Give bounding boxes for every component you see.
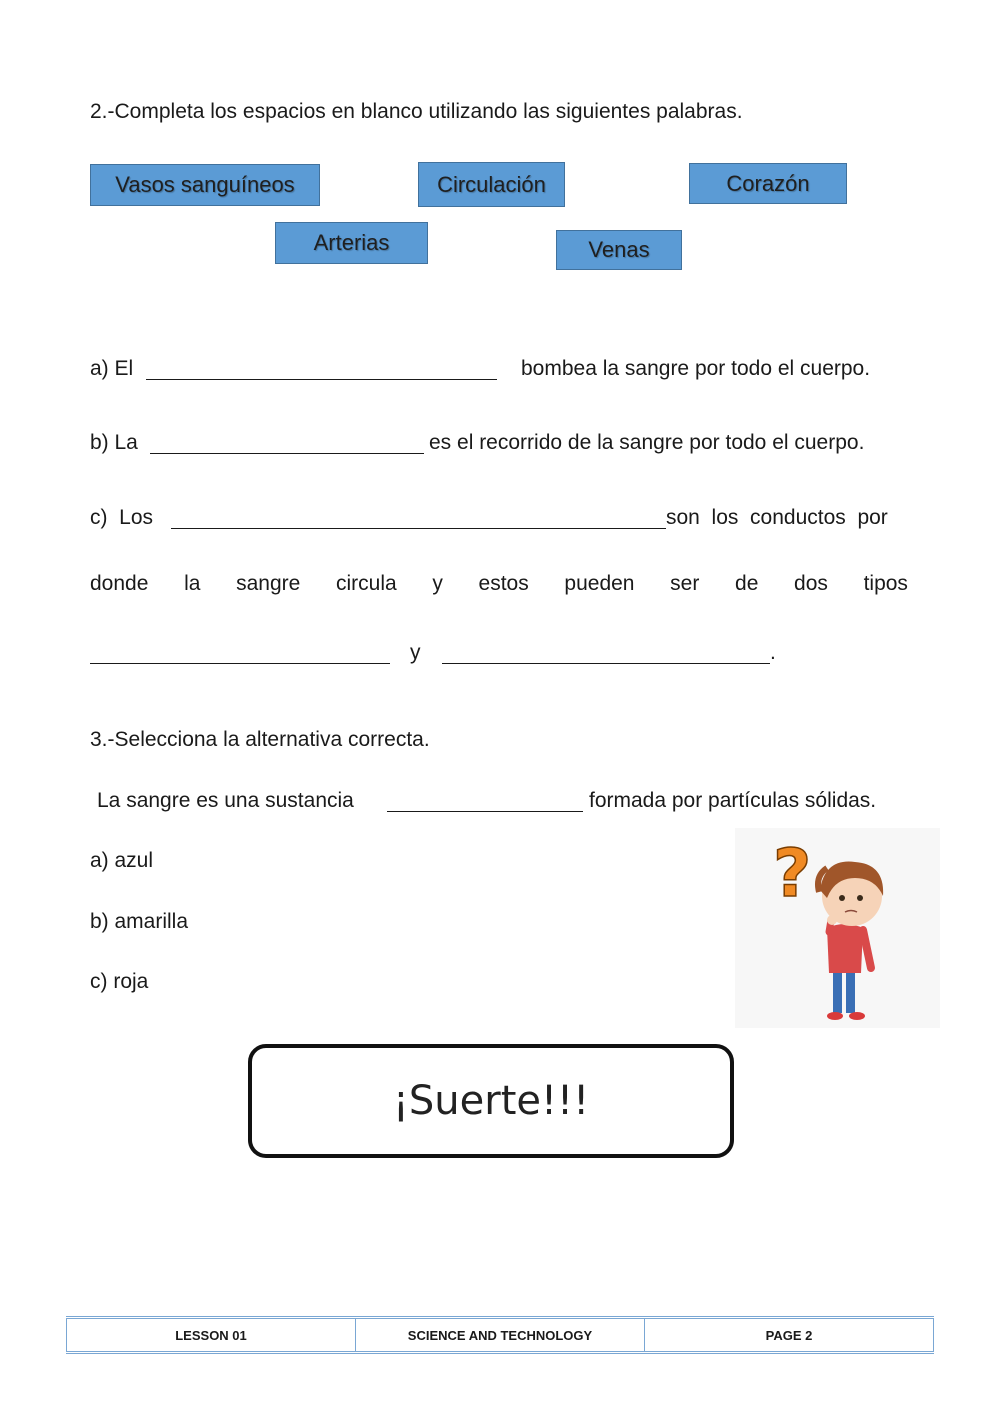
question-b-start: b) La [90, 431, 138, 454]
question-c-start: c) Los [90, 506, 154, 529]
question-b-end: es el recorrido de la sangre por todo el cuerpo. [429, 431, 865, 454]
word: estos [478, 572, 529, 595]
word: dos [794, 572, 828, 595]
section-3-title: 3.-Selecciona la alternativa correcta. [90, 728, 430, 751]
word: sangre [236, 572, 301, 595]
question-c-and: y [410, 641, 421, 664]
blank-3[interactable] [387, 791, 583, 812]
blank-c[interactable] [171, 508, 666, 529]
word-vasos-sanguineos[interactable]: Vasos sanguíneos [90, 164, 320, 206]
word-venas[interactable]: Venas [556, 230, 682, 270]
word: circula [336, 572, 397, 595]
blank-c-type-1[interactable] [90, 643, 390, 664]
word: tipos [863, 572, 908, 595]
good-luck-text: ¡Suerte!!! [392, 1078, 590, 1124]
word: la [184, 572, 201, 595]
footer-subject: SCIENCE AND TECHNOLOGY [355, 1319, 644, 1351]
option-a[interactable]: a) azul [90, 849, 154, 872]
blank-b[interactable] [150, 433, 424, 454]
blank-c-type-2[interactable] [442, 643, 770, 664]
page-footer [66, 1316, 934, 1354]
question-a-end: bombea la sangre por todo el cuerpo. [521, 357, 871, 380]
question-3-end: formada por partículas sólidas. [589, 789, 877, 812]
question-c-line-2 [90, 572, 908, 596]
question-3-start: La sangre es una sustancia [97, 789, 354, 812]
question-a-start: a) El [90, 357, 134, 380]
word-corazon[interactable]: Corazón [689, 163, 847, 204]
thinking-boy-illustration [735, 828, 940, 1028]
question-c-period: . [770, 641, 776, 664]
footer-page: PAGE 2 [644, 1319, 934, 1351]
word-circulacion[interactable]: Circulación [418, 162, 565, 207]
option-c[interactable]: c) roja [90, 970, 149, 993]
word: y [432, 572, 443, 595]
word: pueden [564, 572, 635, 595]
word-arterias[interactable]: Arterias [275, 222, 428, 264]
footer-lesson: LESSON 01 [66, 1319, 355, 1351]
blank-a[interactable] [146, 359, 497, 380]
good-luck-box [248, 1044, 734, 1158]
word: ser [670, 572, 700, 595]
question-mark-icon: ? [773, 835, 812, 912]
option-b[interactable]: b) amarilla [90, 910, 189, 933]
word: de [735, 572, 759, 595]
section-2-title: 2.-Completa los espacios en blanco utilizando las siguientes palabras. [90, 100, 743, 123]
question-c-end: son los conductos por [666, 506, 888, 529]
word: donde [90, 572, 149, 595]
